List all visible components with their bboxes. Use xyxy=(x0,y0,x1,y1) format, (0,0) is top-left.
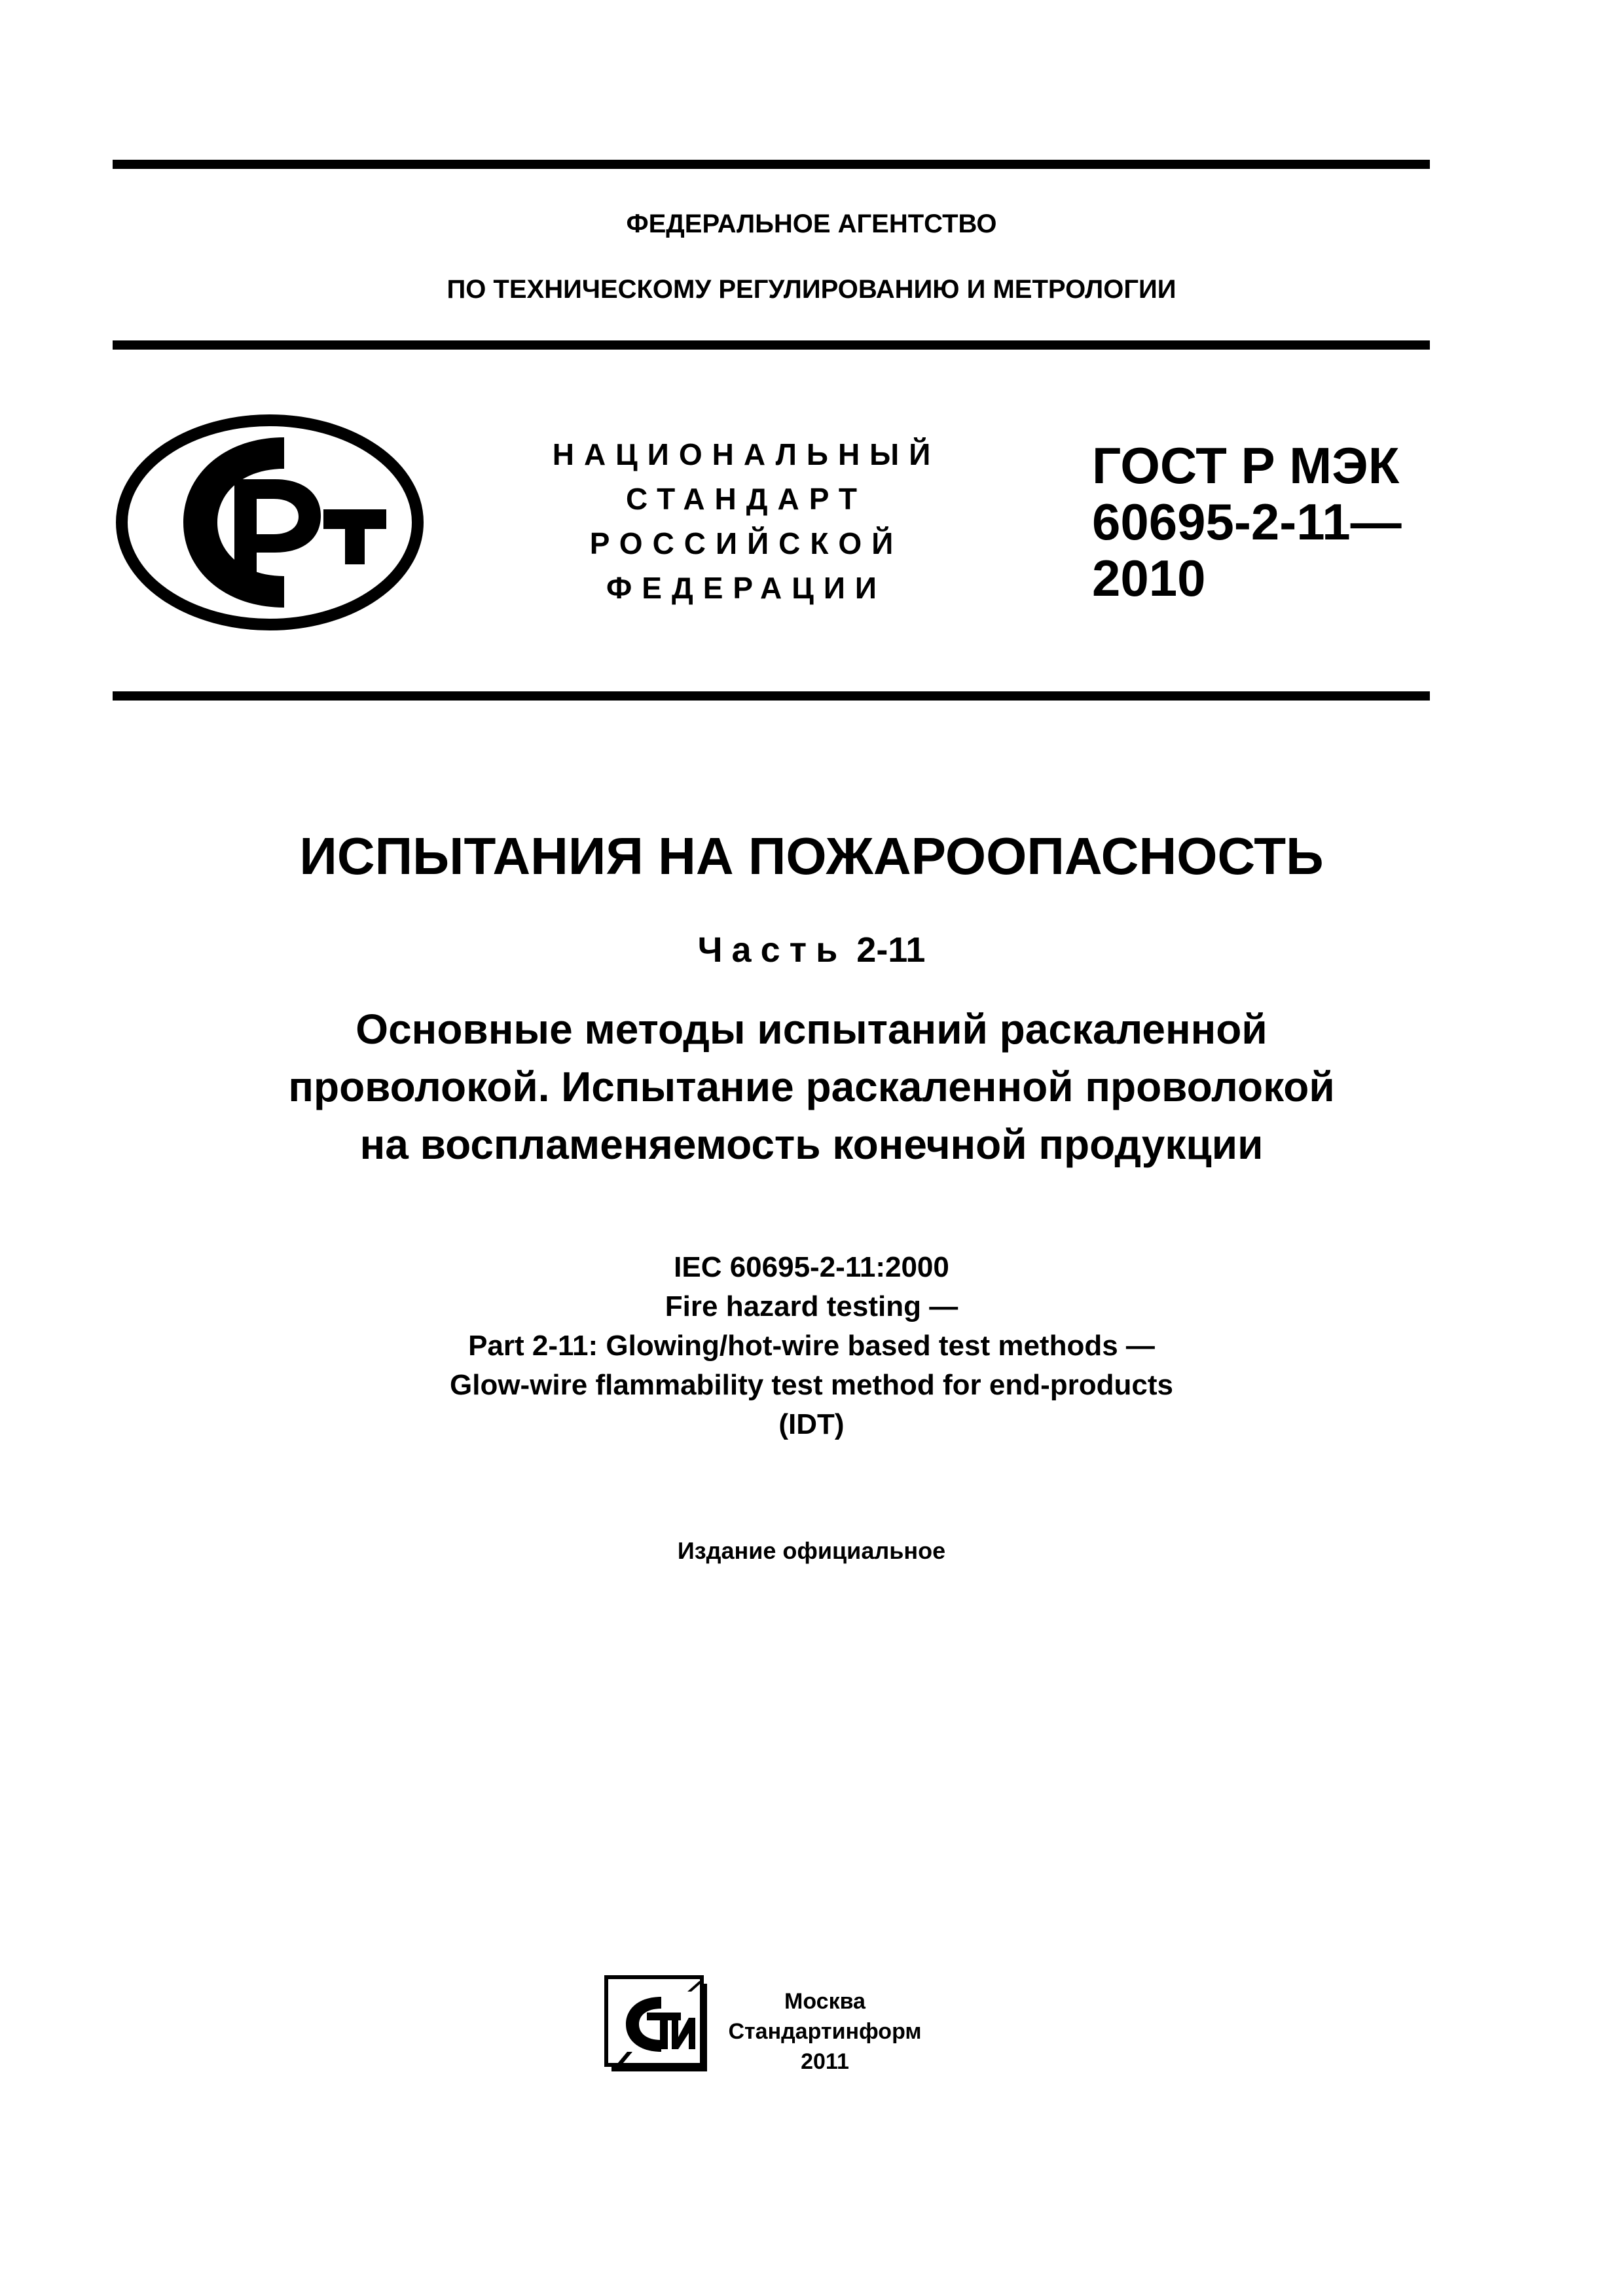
part-line xyxy=(0,930,1623,970)
national-standard-block xyxy=(511,432,982,610)
standard-designation xyxy=(1092,437,1402,606)
agency-line-2: ПО ТЕХНИЧЕСКОМУ РЕГУЛИРОВАНИЮ И МЕТРОЛОГИИ xyxy=(447,275,1176,304)
subtitle-line: проволокой. Испытание раскаленной проволокой xyxy=(288,1063,1335,1110)
national-standard-line: РОССИЙСКОЙ xyxy=(589,526,903,560)
designation-line: ГОСТ Р МЭК xyxy=(1092,437,1400,494)
top-rule xyxy=(113,160,1430,169)
agency-rule xyxy=(113,340,1430,350)
iec-line: Fire hazard testing — xyxy=(665,1290,958,1322)
publisher-name: Стандартинформ xyxy=(728,2019,922,2044)
publisher-block xyxy=(720,1986,930,2077)
part-number: 2-11 xyxy=(856,930,926,970)
national-standard-line: СТАНДАРТ xyxy=(626,482,867,516)
header-bottom-rule xyxy=(113,691,1430,701)
subtitle-line: на воспламеняемость конечной продукции xyxy=(359,1121,1264,1168)
edition-note: Издание официальное xyxy=(677,1537,946,1564)
designation-line: 2010 xyxy=(1092,549,1206,607)
iec-line: Glow-wire flammability test method for end-products xyxy=(450,1369,1173,1401)
national-standard-line: ФЕДЕРАЦИИ xyxy=(606,571,886,605)
iec-line: (IDT) xyxy=(778,1408,845,1440)
national-standard-line: НАЦИОНАЛЬНЫЙ xyxy=(552,437,941,471)
sti-logo-icon xyxy=(601,1972,712,2077)
iec-line: Part 2-11: Glowing/hot-wire based test methods — xyxy=(468,1330,1155,1362)
publisher-year: 2011 xyxy=(801,2049,849,2074)
iec-line: IEC 60695-2-11:2000 xyxy=(674,1251,949,1283)
rst-logo-icon xyxy=(113,411,427,634)
document-title: ИСПЫТАНИЯ НА ПОЖАРООПАСНОСТЬ xyxy=(299,827,1324,885)
publisher-city: Москва xyxy=(784,1989,866,2014)
designation-line: 60695-2-11— xyxy=(1092,493,1402,551)
agency-line-1: ФЕДЕРАЛЬНОЕ АГЕНТСТВО xyxy=(626,210,997,238)
part-word: Часть xyxy=(697,930,847,970)
iec-reference xyxy=(0,1248,1623,1444)
document-subtitle xyxy=(0,1000,1623,1173)
subtitle-line: Основные методы испытаний раскаленной xyxy=(356,1006,1267,1053)
